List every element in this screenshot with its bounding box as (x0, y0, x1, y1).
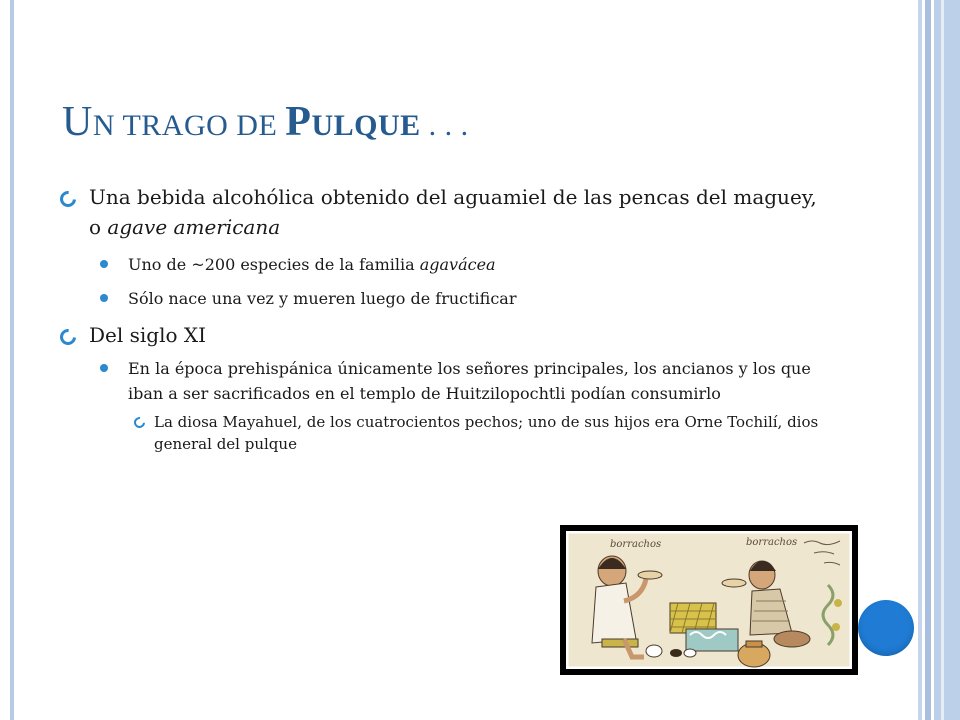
title-initial-u: U (62, 99, 93, 145)
bullet-item-level3 (60, 411, 820, 455)
bullet-text: Una bebida alcohólica obtenido del aguamiel de las pencas del maguey, o (89, 185, 817, 239)
decorative-blue-circle (858, 600, 914, 656)
codex-illustration (566, 531, 852, 669)
bullet-text: La diosa Mayahuel, de los cuatrocientos pechos; uno de sus hijos era Orne Tochilí, dios general del pulque (154, 413, 819, 453)
bullet-item-level2 (60, 252, 820, 277)
bullet-ring-small-icon (132, 415, 147, 430)
slide-frame-right-band (934, 0, 960, 720)
bullet-ring-icon (57, 326, 80, 349)
slide-frame-right-stripe (925, 0, 931, 720)
title-ellipsis: . . . (420, 109, 469, 142)
codex-label-left: borrachos (610, 539, 662, 550)
title-text-pulque: ULQUE (311, 109, 421, 142)
slide-title (62, 98, 469, 146)
bullet-text: Del siglo XI (89, 323, 207, 347)
bullet-item-level1 (60, 182, 820, 242)
bullet-text: Sólo nace una vez y mueren luego de fructificar (128, 289, 517, 308)
bullet-text-italic: agave americana (107, 215, 281, 239)
bullet-item-level2 (60, 356, 820, 406)
bullet-text-italic: agavácea (419, 255, 496, 274)
title-text-part: N TRAGO DE (92, 109, 286, 142)
bullet-dot-icon (100, 294, 108, 302)
bullet-item-level1 (60, 320, 820, 350)
bullet-ring-icon (57, 188, 80, 211)
title-initial-p: P (285, 99, 312, 145)
slide-body (60, 182, 820, 455)
slide-frame-right-highlight (941, 0, 944, 720)
bullet-item-level2 (60, 286, 820, 311)
slide-frame-left (10, 0, 14, 720)
slide-frame-right-stripe (918, 0, 922, 720)
codex-illustration-image (560, 525, 858, 675)
bullet-text: Uno de ~200 especies de la familia (128, 255, 420, 274)
bullet-dot-icon (100, 364, 108, 372)
codex-label-right: borrachos (746, 537, 798, 548)
bullet-dot-icon (100, 260, 108, 268)
bullet-text: En la época prehispánica únicamente los señores principales, los ancianos y los que iban a ser sacrificados en el templo de Huitzilopochtli podían consumirlo (128, 359, 811, 403)
